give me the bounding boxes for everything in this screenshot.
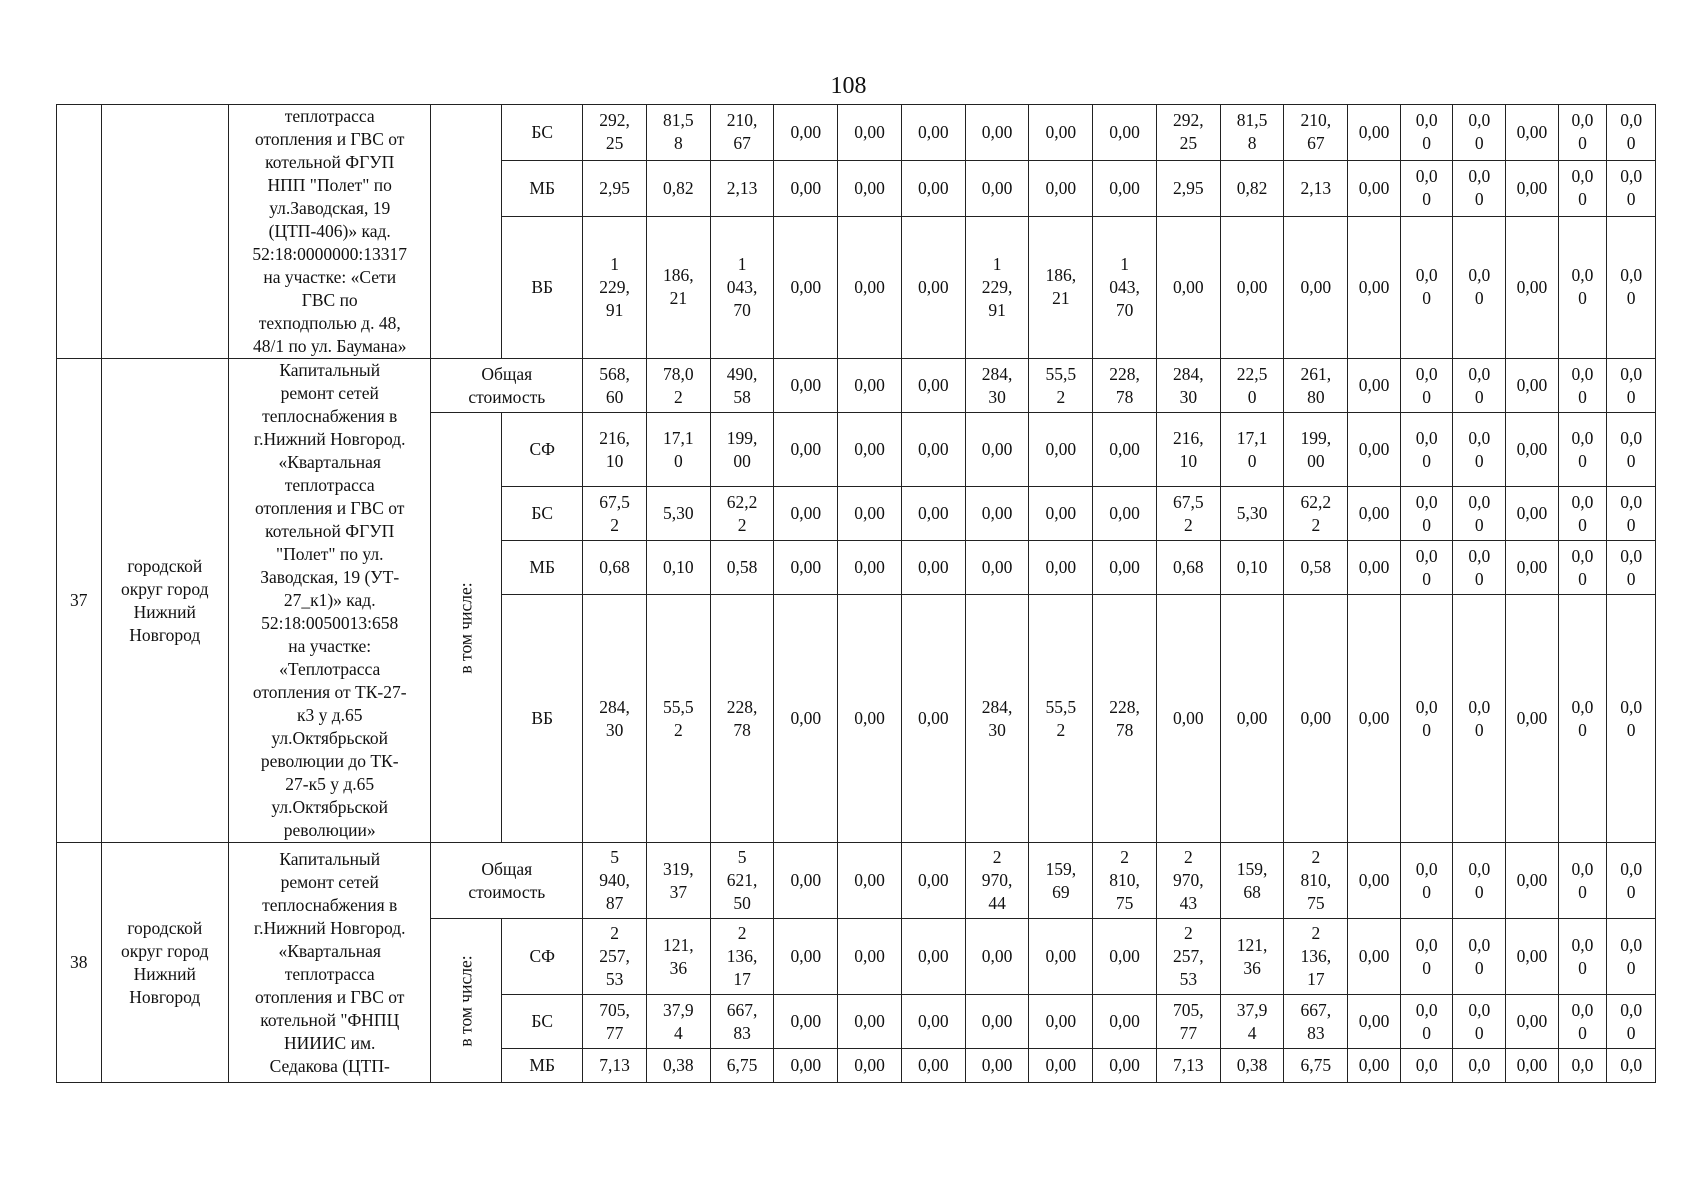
- value-cell: 0,00: [1093, 413, 1157, 487]
- value-cell: 0,0 0: [1558, 595, 1607, 843]
- value-cell: 0,00: [1506, 541, 1559, 595]
- value-cell: 0,0 0: [1453, 413, 1506, 487]
- value-cell: 0,0 0: [1453, 843, 1506, 919]
- value-cell: 2 257, 53: [583, 919, 647, 995]
- value-cell: 0,00: [965, 105, 1029, 161]
- value-cell: 0,00: [1284, 595, 1348, 843]
- value-cell: 0,0 0: [1607, 995, 1656, 1049]
- table-row: [57, 359, 1656, 413]
- value-cell: 0,00: [838, 359, 902, 413]
- value-cell: 0,00: [774, 919, 838, 995]
- budget-table: [56, 104, 1656, 1083]
- municipality: городской округ город Нижний Новгород: [101, 359, 229, 843]
- value-cell: 0,00: [1506, 1049, 1559, 1083]
- value-cell: 67,5 2: [1156, 487, 1220, 541]
- value-cell: 0,0 0: [1400, 105, 1453, 161]
- funding-source: СФ: [502, 919, 583, 995]
- value-cell: 0,00: [838, 413, 902, 487]
- value-cell: 0,00: [774, 595, 838, 843]
- value-cell: 7,13: [583, 1049, 647, 1083]
- value-cell: 0,0 0: [1558, 843, 1607, 919]
- value-cell: 199, 00: [710, 413, 774, 487]
- value-cell: 0,00: [1348, 995, 1401, 1049]
- value-cell: 0,0 0: [1607, 216, 1656, 359]
- value-cell: 2 970, 43: [1156, 843, 1220, 919]
- value-cell: 0,00: [965, 919, 1029, 995]
- value-cell: 0,0 0: [1607, 105, 1656, 161]
- value-cell: 2,13: [1284, 160, 1348, 216]
- value-cell: 0,00: [838, 160, 902, 216]
- value-cell: 0,00: [838, 541, 902, 595]
- value-cell: 0,00: [1348, 843, 1401, 919]
- value-cell: 0,00: [1506, 105, 1559, 161]
- row-number-cell: [57, 105, 102, 359]
- value-cell: 0,0 0: [1607, 359, 1656, 413]
- value-cell: 292, 25: [1156, 105, 1220, 161]
- value-cell: 0,00: [965, 541, 1029, 595]
- value-cell: 0,0 0: [1453, 359, 1506, 413]
- value-cell: 67,5 2: [583, 487, 647, 541]
- including-label: в том числе:: [455, 954, 476, 1047]
- value-cell: 0,0 0: [1400, 541, 1453, 595]
- value-cell: 0,0 0: [1607, 843, 1656, 919]
- value-cell: 0,00: [1029, 413, 1093, 487]
- value-cell: 0,0 0: [1607, 919, 1656, 995]
- value-cell: 568, 60: [583, 359, 647, 413]
- value-cell: 0,0 0: [1453, 541, 1506, 595]
- value-cell: 0,00: [901, 919, 965, 995]
- value-cell: 0,0 0: [1558, 413, 1607, 487]
- value-cell: 210, 67: [1284, 105, 1348, 161]
- value-cell: 0,00: [1093, 160, 1157, 216]
- value-cell: 210, 67: [710, 105, 774, 161]
- value-cell: 0,0 0: [1453, 919, 1506, 995]
- value-cell: 0,00: [1348, 359, 1401, 413]
- value-cell: 0,00: [965, 487, 1029, 541]
- value-cell: 0,00: [1348, 487, 1401, 541]
- value-cell: 0,00: [1029, 160, 1093, 216]
- value-cell: 0,00: [774, 359, 838, 413]
- value-cell: 0,82: [1220, 160, 1284, 216]
- value-cell: 62,2 2: [710, 487, 774, 541]
- value-cell: 0,00: [901, 541, 965, 595]
- funding-source: СФ: [502, 413, 583, 487]
- value-cell: 0,0 0: [1400, 216, 1453, 359]
- value-cell: 0,00: [1506, 919, 1559, 995]
- value-cell: 0,00: [1029, 1049, 1093, 1083]
- value-cell: 0,00: [774, 541, 838, 595]
- value-cell: 284, 30: [1156, 359, 1220, 413]
- value-cell: 0,00: [901, 216, 965, 359]
- value-cell: 0,0 0: [1558, 541, 1607, 595]
- value-cell: 1 229, 91: [965, 216, 1029, 359]
- value-cell: 0,10: [646, 541, 710, 595]
- value-cell: 199, 00: [1284, 413, 1348, 487]
- value-cell: 2 810, 75: [1284, 843, 1348, 919]
- value-cell: 0,00: [1284, 216, 1348, 359]
- value-cell: 319, 37: [646, 843, 710, 919]
- value-cell: 0,0: [1558, 1049, 1607, 1083]
- value-cell: 0,0 0: [1453, 487, 1506, 541]
- value-cell: 2 257, 53: [1156, 919, 1220, 995]
- value-cell: 292, 25: [583, 105, 647, 161]
- value-cell: 0,0 0: [1558, 995, 1607, 1049]
- value-cell: 0,0 0: [1453, 995, 1506, 1049]
- value-cell: 0,00: [774, 487, 838, 541]
- value-cell: 216, 10: [1156, 413, 1220, 487]
- funding-source: БС: [502, 105, 583, 161]
- value-cell: 0,00: [965, 995, 1029, 1049]
- value-cell: 0,0: [1607, 1049, 1656, 1083]
- value-cell: 0,0 0: [1453, 216, 1506, 359]
- value-cell: 0,00: [1348, 105, 1401, 161]
- value-cell: 0,00: [838, 1049, 902, 1083]
- value-cell: 2,95: [583, 160, 647, 216]
- value-cell: 0,0 0: [1607, 541, 1656, 595]
- value-cell: 0,0 0: [1558, 160, 1607, 216]
- value-cell: 0,00: [774, 995, 838, 1049]
- object-description: теплотрасса отопления и ГВС от котельной ФГУП НПП "Полет" по ул.Заводская, 19 (ЦТП-406)» кад. 52:18:0000000:13317 на участке: «Сети ГВС по техподполью д. 48, 48/1 по ул. Баумана»: [229, 105, 431, 359]
- object-description: Капитальный ремонт сетей теплоснабжения в г.Нижний Новгород. «Квартальная теплотрасса отопления и ГВС от котельной "ФНПЦ НИИИС им. Седакова (ЦТП-: [229, 843, 431, 1083]
- value-cell: 0,00: [901, 105, 965, 161]
- value-cell: 0,0 0: [1558, 216, 1607, 359]
- value-cell: 0,0 0: [1558, 919, 1607, 995]
- total-cost-label: Общая стоимость: [431, 843, 583, 919]
- value-cell: 7,13: [1156, 1049, 1220, 1083]
- funding-source: ВБ: [502, 216, 583, 359]
- value-cell: 2 136, 17: [710, 919, 774, 995]
- funding-source: БС: [502, 995, 583, 1049]
- value-cell: 2,13: [710, 160, 774, 216]
- value-cell: 0,00: [1029, 541, 1093, 595]
- value-cell: 0,0 0: [1558, 487, 1607, 541]
- value-cell: 0,0: [1400, 1049, 1453, 1083]
- value-cell: 186, 21: [1029, 216, 1093, 359]
- value-cell: 121, 36: [646, 919, 710, 995]
- value-cell: 705, 77: [583, 995, 647, 1049]
- value-cell: 5,30: [1220, 487, 1284, 541]
- value-cell: 0,00: [1156, 595, 1220, 843]
- value-cell: 0,68: [1156, 541, 1220, 595]
- value-cell: 121, 36: [1220, 919, 1284, 995]
- value-cell: 0,0 0: [1400, 919, 1453, 995]
- value-cell: 0,0 0: [1400, 359, 1453, 413]
- value-cell: 0,00: [1093, 995, 1157, 1049]
- including-label-cell: [431, 919, 502, 1083]
- value-cell: 0,0 0: [1400, 843, 1453, 919]
- table-row: [57, 843, 1656, 919]
- value-cell: 0,0 0: [1453, 105, 1506, 161]
- page-number: 108: [830, 73, 867, 99]
- value-cell: 0,00: [838, 843, 902, 919]
- value-cell: 0,00: [1220, 216, 1284, 359]
- value-cell: 284, 30: [965, 595, 1029, 843]
- including-label-cell: [431, 413, 502, 843]
- value-cell: 0,00: [838, 919, 902, 995]
- value-cell: 490, 58: [710, 359, 774, 413]
- value-cell: 0,00: [1156, 216, 1220, 359]
- value-cell: 0,82: [646, 160, 710, 216]
- value-cell: 0,00: [901, 160, 965, 216]
- value-cell: 0,00: [965, 160, 1029, 216]
- value-cell: 0,0 0: [1400, 487, 1453, 541]
- value-cell: 159, 68: [1220, 843, 1284, 919]
- value-cell: 0,0 0: [1558, 105, 1607, 161]
- value-cell: 0,00: [901, 995, 965, 1049]
- value-cell: 0,0 0: [1400, 595, 1453, 843]
- value-cell: 6,75: [710, 1049, 774, 1083]
- value-cell: 0,0 0: [1453, 595, 1506, 843]
- value-cell: 0,00: [1506, 595, 1559, 843]
- value-cell: 228, 78: [1093, 359, 1157, 413]
- value-cell: 0,0 0: [1400, 995, 1453, 1049]
- value-cell: 0,58: [1284, 541, 1348, 595]
- value-cell: 0,00: [1348, 595, 1401, 843]
- funding-source: МБ: [502, 160, 583, 216]
- value-cell: 81,5 8: [1220, 105, 1284, 161]
- value-cell: 17,1 0: [1220, 413, 1284, 487]
- value-cell: 0,00: [901, 359, 965, 413]
- funding-source: МБ: [502, 1049, 583, 1083]
- value-cell: 1 043, 70: [710, 216, 774, 359]
- value-cell: 0,0 0: [1607, 595, 1656, 843]
- value-cell: 284, 30: [583, 595, 647, 843]
- value-cell: 0,00: [1348, 1049, 1401, 1083]
- value-cell: 37,9 4: [646, 995, 710, 1049]
- value-cell: 0,00: [1348, 919, 1401, 995]
- value-cell: 0,00: [1093, 487, 1157, 541]
- value-cell: 55,5 2: [646, 595, 710, 843]
- value-cell: 0,00: [1093, 105, 1157, 161]
- total-cost-label: Общая стоимость: [431, 359, 583, 413]
- value-cell: 6,75: [1284, 1049, 1348, 1083]
- value-cell: 0,00: [774, 1049, 838, 1083]
- value-cell: 0,00: [1348, 541, 1401, 595]
- value-cell: 0,00: [901, 595, 965, 843]
- value-cell: 0,00: [1506, 843, 1559, 919]
- value-cell: 0,38: [646, 1049, 710, 1083]
- value-cell: 0,00: [774, 160, 838, 216]
- value-cell: 0,0 0: [1607, 413, 1656, 487]
- value-cell: 2 136, 17: [1284, 919, 1348, 995]
- value-cell: 37,9 4: [1220, 995, 1284, 1049]
- value-cell: 0,58: [710, 541, 774, 595]
- value-cell: 62,2 2: [1284, 487, 1348, 541]
- value-cell: 5 940, 87: [583, 843, 647, 919]
- value-cell: 0,0 0: [1453, 160, 1506, 216]
- municipality-cell: [101, 105, 229, 359]
- value-cell: 1 043, 70: [1093, 216, 1157, 359]
- value-cell: 0,00: [1506, 487, 1559, 541]
- including-label-cell: [431, 105, 502, 359]
- object-description: Капитальный ремонт сетей теплоснабжения в г.Нижний Новгород. «Квартальная теплотрасса отопления и ГВС от котельной ФГУП "Полет" по ул. Заводская, 19 (УТ- 27_к1)» кад. 52:18:0050013:658 на участке: «Теплотрасса отопления от ТК-27- к3 у д.65 ул.Октябрьской революции до ТК- 27-к5 у д.65 ул.Октябрьской революции»: [229, 359, 431, 843]
- value-cell: 0,00: [774, 105, 838, 161]
- value-cell: 78,0 2: [646, 359, 710, 413]
- municipality: городской округ город Нижний Новгород: [101, 843, 229, 1083]
- value-cell: 0,00: [1506, 359, 1559, 413]
- value-cell: 0,00: [1348, 413, 1401, 487]
- value-cell: 0,10: [1220, 541, 1284, 595]
- value-cell: 2 810, 75: [1093, 843, 1157, 919]
- value-cell: 0,00: [901, 1049, 965, 1083]
- value-cell: 0,00: [838, 995, 902, 1049]
- value-cell: 81,5 8: [646, 105, 710, 161]
- row-number: 37: [57, 359, 102, 843]
- value-cell: 0,00: [838, 216, 902, 359]
- value-cell: 0,00: [838, 487, 902, 541]
- value-cell: 0,00: [965, 1049, 1029, 1083]
- funding-source: БС: [502, 487, 583, 541]
- value-cell: 0,00: [1029, 487, 1093, 541]
- value-cell: 0,00: [901, 843, 965, 919]
- value-cell: 228, 78: [710, 595, 774, 843]
- value-cell: 0,00: [774, 843, 838, 919]
- value-cell: 0,00: [1220, 595, 1284, 843]
- value-cell: 0,00: [1093, 541, 1157, 595]
- value-cell: 0,00: [1029, 995, 1093, 1049]
- value-cell: 0,00: [1506, 995, 1559, 1049]
- value-cell: 0,0 0: [1558, 359, 1607, 413]
- value-cell: 186, 21: [646, 216, 710, 359]
- value-cell: 261, 80: [1284, 359, 1348, 413]
- value-cell: 0,00: [838, 595, 902, 843]
- value-cell: 0,00: [1506, 216, 1559, 359]
- value-cell: 55,5 2: [1029, 595, 1093, 843]
- value-cell: 1 229, 91: [583, 216, 647, 359]
- value-cell: 17,1 0: [646, 413, 710, 487]
- value-cell: 5 621, 50: [710, 843, 774, 919]
- value-cell: 216, 10: [583, 413, 647, 487]
- funding-source: МБ: [502, 541, 583, 595]
- value-cell: 667, 83: [1284, 995, 1348, 1049]
- value-cell: 0,00: [901, 413, 965, 487]
- value-cell: 0,00: [1029, 919, 1093, 995]
- value-cell: 0,0: [1453, 1049, 1506, 1083]
- including-label: в том числе:: [455, 581, 476, 674]
- value-cell: 5,30: [646, 487, 710, 541]
- value-cell: 0,00: [774, 413, 838, 487]
- table-body: [57, 105, 1656, 1083]
- value-cell: 0,00: [774, 216, 838, 359]
- value-cell: 0,00: [1348, 216, 1401, 359]
- value-cell: 0,00: [965, 413, 1029, 487]
- table-row: [57, 105, 1656, 161]
- value-cell: 228, 78: [1093, 595, 1157, 843]
- value-cell: 0,00: [1093, 919, 1157, 995]
- value-cell: 0,00: [1506, 160, 1559, 216]
- value-cell: 2,95: [1156, 160, 1220, 216]
- value-cell: 0,0 0: [1607, 487, 1656, 541]
- value-cell: 0,00: [901, 487, 965, 541]
- value-cell: 55,5 2: [1029, 359, 1093, 413]
- value-cell: 0,0 0: [1607, 160, 1656, 216]
- value-cell: 0,68: [583, 541, 647, 595]
- value-cell: 0,00: [1506, 413, 1559, 487]
- value-cell: 0,00: [1029, 105, 1093, 161]
- value-cell: 0,0 0: [1400, 160, 1453, 216]
- funding-source: ВБ: [502, 595, 583, 843]
- value-cell: 0,38: [1220, 1049, 1284, 1083]
- value-cell: 667, 83: [710, 995, 774, 1049]
- value-cell: 705, 77: [1156, 995, 1220, 1049]
- row-number: 38: [57, 843, 102, 1083]
- value-cell: 0,00: [838, 105, 902, 161]
- value-cell: 284, 30: [965, 359, 1029, 413]
- value-cell: 22,5 0: [1220, 359, 1284, 413]
- value-cell: 159, 69: [1029, 843, 1093, 919]
- value-cell: 0,00: [1348, 160, 1401, 216]
- value-cell: 0,00: [1093, 1049, 1157, 1083]
- value-cell: 2 970, 44: [965, 843, 1029, 919]
- value-cell: 0,0 0: [1400, 413, 1453, 487]
